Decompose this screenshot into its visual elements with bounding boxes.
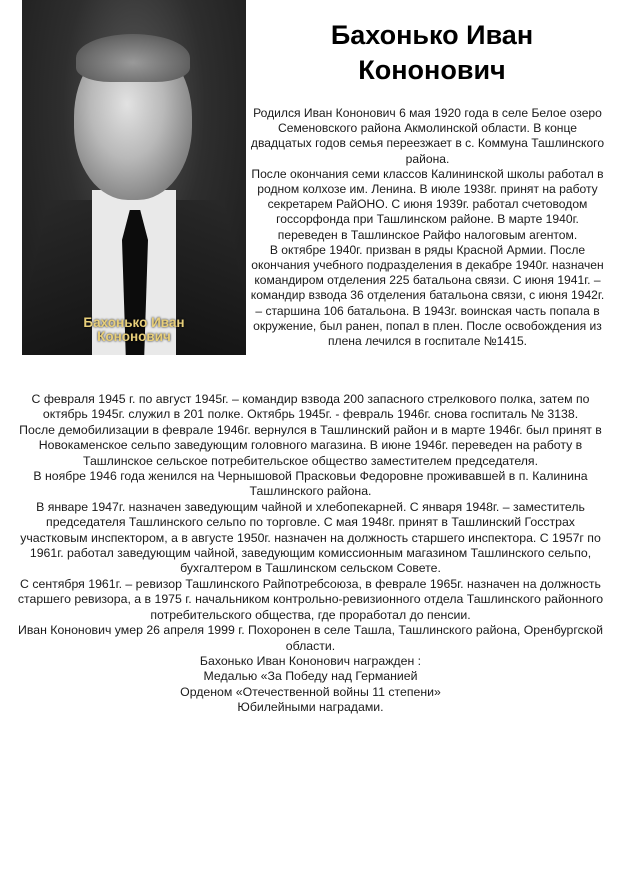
intro-paragraph: Родился Иван Кононович 6 мая 1920 года в селе Белое озеро Семеновского района Акмолинской области. В конце двадцатых годов семья переезжает в с. Коммуна Ташлинского района. (250, 106, 605, 166)
photo-hair (76, 34, 190, 82)
intro-text (250, 106, 605, 349)
body-text (14, 392, 607, 716)
photo-caption-line2: Кононович (97, 329, 171, 344)
awards-heading: Бахонько Иван Кононович награжден : (199, 653, 422, 668)
body-paragraph: В ноябре 1946 года женился на Чернышовой Прасковьи Федоровне проживавшей в п. Калинина Ташлинского района. (33, 469, 588, 499)
body-paragraph: С февраля 1945 г. по август 1945г. – командир взвода 200 запасного стрелкового полка, затем по октябрь 1945г. служил в 201 полке. Октябрь 1945г. - февраль 1946г. снова госпиталь № 3138. (31, 392, 590, 422)
page-title: Бахонько Иван Кононович (330, 20, 534, 85)
award-item: Медалью «За Победу над Германией (203, 669, 418, 684)
award-item: Юбилейными наградами. (237, 700, 384, 715)
intro-paragraph: После окончания семи классов Калининской школы работал в родном колхозе им. Ленина. В июле 1938г. принят на работу секретарем РайОНО. С июня 1939г. работал счетоводом госсорфонда при Ташлинском районе. В марте 1940г. переведен в Ташлинское Райфо налоговым агентом. (251, 166, 604, 242)
award-item: Орденом «Отечественной войны 11 степени» (180, 684, 441, 699)
photo-caption-line1: Бахонько Иван (83, 315, 185, 330)
body-paragraph: В январе 1947г. назначен заведующим чайной и хлебопекарней. С января 1948г. – заместитель председателя Ташлинского сельпо по торговле. С мая 1948г. принят в Ташлинский Госстрах участковым инспектором, а в августе 1950г. назначен на должность старшего инспектора. С 1957г по 1961г. работал заведующим чайной, заведующим комиссионным магазином Ташлинского сельпо, бухгалтером в Ташлинском сельском Совете. (20, 499, 601, 576)
intro-paragraph: В октябре 1940г. призван в ряды Красной Армии. После окончания учебного подразделения в декабре 1940г. назначен командиром отделения 225 батальона связи. С июня 1941г. – командир взвода 36 отделения батальона связи, с июня 1942г. – старшина 106 батальона. В 1943г. воинская часть попала в окружение, был ранен, попал в плен. После освобождения из плена лечился в госпитале №1415. (250, 242, 605, 349)
portrait-photo (22, 0, 246, 355)
body-paragraph: Иван Кононович умер 26 апреля 1999 г. Похоронен в селе Ташла, Ташлинского района, Оренбургской области. (18, 623, 603, 653)
body-paragraph: После демобилизации в феврале 1946г. вернулся в Ташлинский район и в марте 1946г. был принят в Новокаменское сельпо заведующим головного магазина. В июне 1946г. переведен на работу в Ташлинское сельское потребительское общество заместителем председателя. (19, 422, 602, 468)
photo-caption (22, 316, 246, 344)
body-paragraph: С сентября 1961г. – ревизор Ташлинского Райпотребсоюза, в феврале 1965г. назначен на должность старшего ревизора, а в 1975 г. начальником контрольно-ревизионного отдела Ташлинского районного потребительского общества, где проработал до пенсии. (17, 576, 604, 622)
